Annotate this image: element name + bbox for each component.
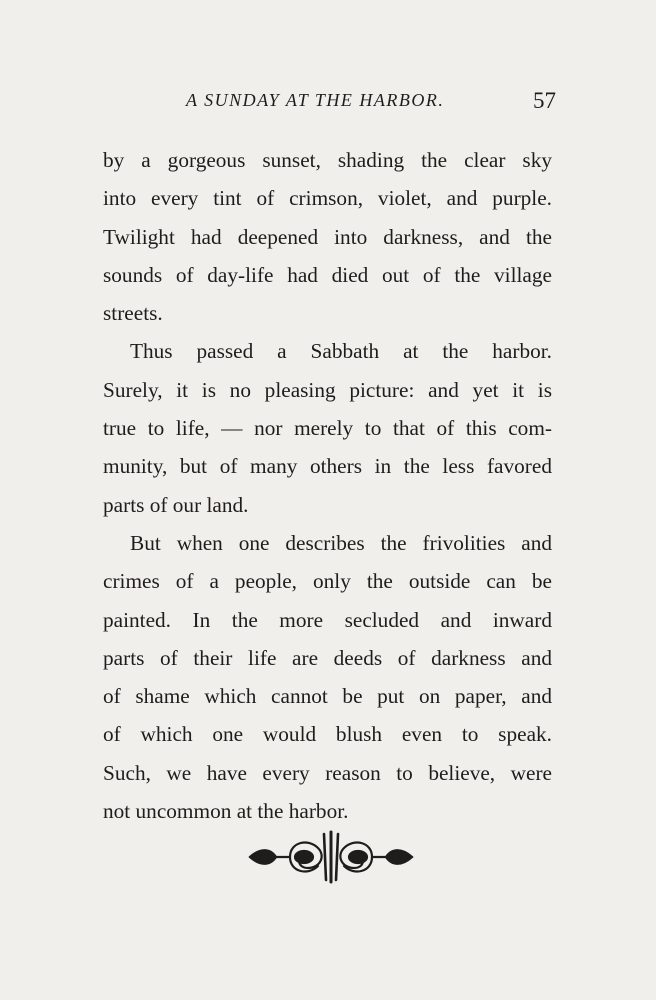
text-line: by a gorgeous sunset, shading the clear sky	[103, 148, 552, 172]
body-text	[103, 141, 552, 830]
text-line: crimes of a people, only the outside can be	[103, 569, 552, 594]
text-line: parts of their life are deeds of darkness and	[103, 645, 552, 670]
text-line: of shame which cannot be put on paper, and	[103, 684, 552, 709]
paragraph	[103, 524, 552, 830]
text-line: munity, but of many others in the less favored	[103, 454, 552, 479]
text-line: parts of our land.	[103, 492, 249, 517]
text-line: streets.	[103, 301, 163, 326]
text-line: Thus passed a Sabbath at the harbor.	[130, 339, 552, 364]
decorative-scroll-ornament-icon	[246, 828, 416, 886]
text-line: of which one would blush even to speak.	[103, 722, 552, 747]
text-line: painted. In the more secluded and inward	[103, 607, 552, 632]
text-line: sounds of day-life had died out of the village	[103, 262, 552, 287]
text-line: Surely, it is no pleasing picture: and yet it is	[103, 377, 552, 402]
text-line: Such, we have every reason to believe, were	[103, 760, 552, 785]
text-line: into every tint of crimson, violet, and purple.	[103, 186, 552, 211]
text-line: not uncommon at the harbor.	[103, 799, 349, 824]
page-number: 57	[533, 88, 556, 113]
text-line: true to life, — nor merely to that of this com-	[103, 416, 552, 441]
paragraph	[103, 141, 552, 332]
text-line: But when one describes the frivolities and	[130, 530, 552, 555]
paragraph	[103, 332, 552, 523]
page-header	[0, 88, 656, 118]
running-title: A SUNDAY AT THE HARBOR.	[186, 90, 445, 110]
text-line: Twilight had deepened into darkness, and the	[103, 224, 552, 249]
